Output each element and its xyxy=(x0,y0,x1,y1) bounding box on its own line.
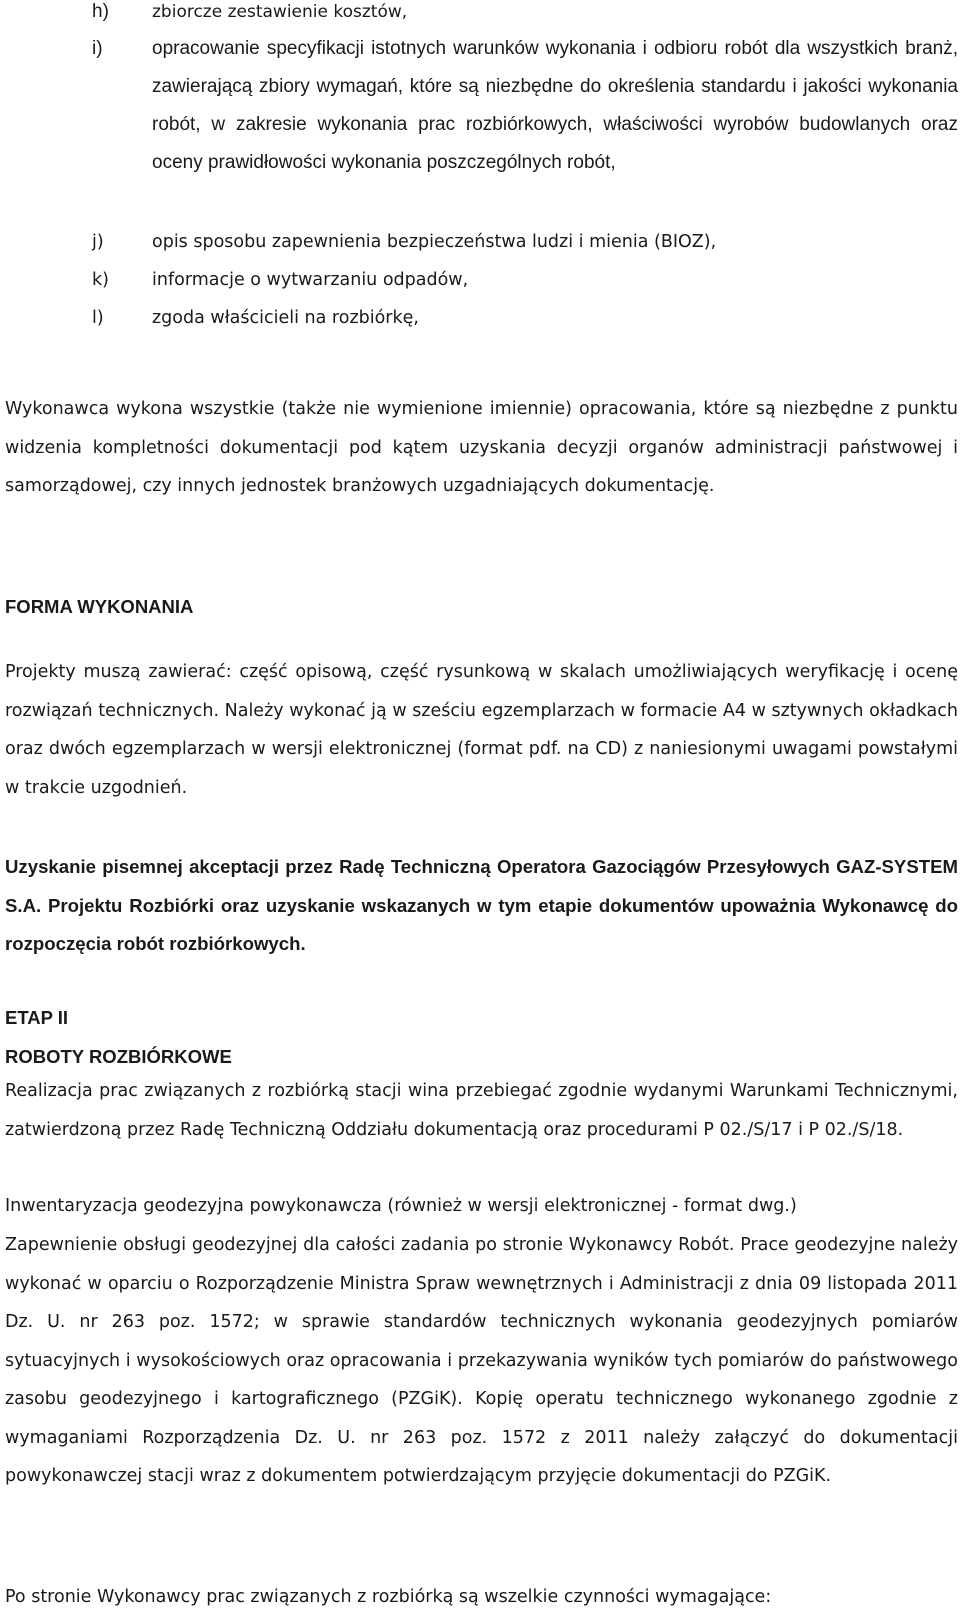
final-line: Po stronie Wykonawcy prac związanych z rozbiórką są wszelkie czynności wymagające: xyxy=(5,1587,772,1607)
list-item-text: opracowanie specyfikacji istotnych warunków wykonania i odbioru robót dla wszystkich branż, zawierającą zbiory wymagań, które są niezbędne do określenia standardu i jakości wykonania robót, w zakresie wykonania prac rozbiórkowych, właściwości wyrobów budowlanych oraz oceny prawidłowości wykonania poszczególnych robót, xyxy=(152,38,958,173)
inventory-line: Inwentaryzacja geodezyjna powykonawcza (również w wersji elektronicznej - format dwg.) xyxy=(5,1196,797,1216)
list-marker: j) xyxy=(92,232,104,252)
realization-paragraph: Realizacja prac związanych z rozbiórką stacji wina przebiegać zgodnie wydanymi Warunkami Technicznymi, zatwierdzoną przez Radę Techniczną Oddziału dokumentacją oraz procedurami P 02./S/17 i P 02./S/18. xyxy=(5,1081,958,1140)
geodesy-paragraph: Zapewnienie obsługi geodezyjnej dla całości zadania po stronie Wykonawcy Robót. Prace geodezyjne należy wykonać w oparciu o Rozporządzenie Ministra Spraw wewnętrznych i Administracji z dnia 09 listopada 2011 Dz. U. nr 263 poz. 1572; w sprawie standardów technicznych wykonania geodezyjnych pomiarów sytuacyjnych i wysokościowych oraz opracowania i przekazywania wyników tych pomiarów do państwowego zasobu geodezyjnego i kartograficznego (PZGiK). Kopię operatu technicznego wykonanego zgodnie z wymaganiami Rozporządzenia Dz. U. nr 263 poz. 1572 z 2011 należy załączyć do dokumentacji powykonawczej stacji wraz z dokumentem potwierdzającym przyjęcie dokumentacji do PZGiK. xyxy=(5,1235,958,1486)
list-item-text: opis sposobu zapewnienia bezpieczeństwa ludzi i mienia (BIOZ), xyxy=(152,232,717,252)
list-item-text: zgoda właścicieli na rozbiórkę, xyxy=(152,308,419,328)
list-item xyxy=(0,261,960,299)
list-marker: h) xyxy=(92,1,109,22)
list-marker: k) xyxy=(92,270,109,290)
form-paragraph: Projekty muszą zawierać: część opisową, część rysunkową w skalach umożliwiających weryfikację i ocenę rozwiązań technicznych. Należy wykonać ją w sześciu egzemplarzach w formacie A4 w sztywnych okładkach oraz dwóch egzemplarzach w wersji elektronicznej (format pdf. na CD) z naniesionymi uwagami powstałymi w trakcie uzgodnień. xyxy=(5,662,958,798)
list-item xyxy=(0,0,960,31)
form-heading: FORMA WYKONANIA xyxy=(5,596,194,617)
stage-heading: ETAP II xyxy=(5,1007,69,1028)
list-marker: l) xyxy=(92,308,104,328)
list-item-text: zbiorcze zestawienie kosztów, xyxy=(152,2,408,22)
list-item xyxy=(0,223,960,261)
list-item xyxy=(0,30,960,182)
list-item xyxy=(0,299,960,337)
acceptance-paragraph: Uzyskanie pisemnej akceptacji przez Radę Techniczną Operatora Gazociągów Przesyłowych GAZ-SYSTEM S.A. Projektu Rozbiórki oraz uzyskanie wskazanych w tym etapie dokumentów upoważnia Wykonawcę do rozpoczęcia robót rozbiórkowych. xyxy=(5,856,958,954)
list-marker: i) xyxy=(92,38,103,59)
works-heading: ROBOTY ROZBIÓRKOWE xyxy=(5,1046,232,1067)
list-item-text: informacje o wytwarzaniu odpadów, xyxy=(152,270,469,290)
contractor-paragraph: Wykonawca wykona wszystkie (także nie wymienione imiennie) opracowania, które są niezbędne z punktu widzenia kompletności dokumentacji pod kątem uzyskania decyzji organów administracji państwowej i samorządowej, czy innych jednostek branżowych uzgadniających dokumentację. xyxy=(5,399,958,496)
